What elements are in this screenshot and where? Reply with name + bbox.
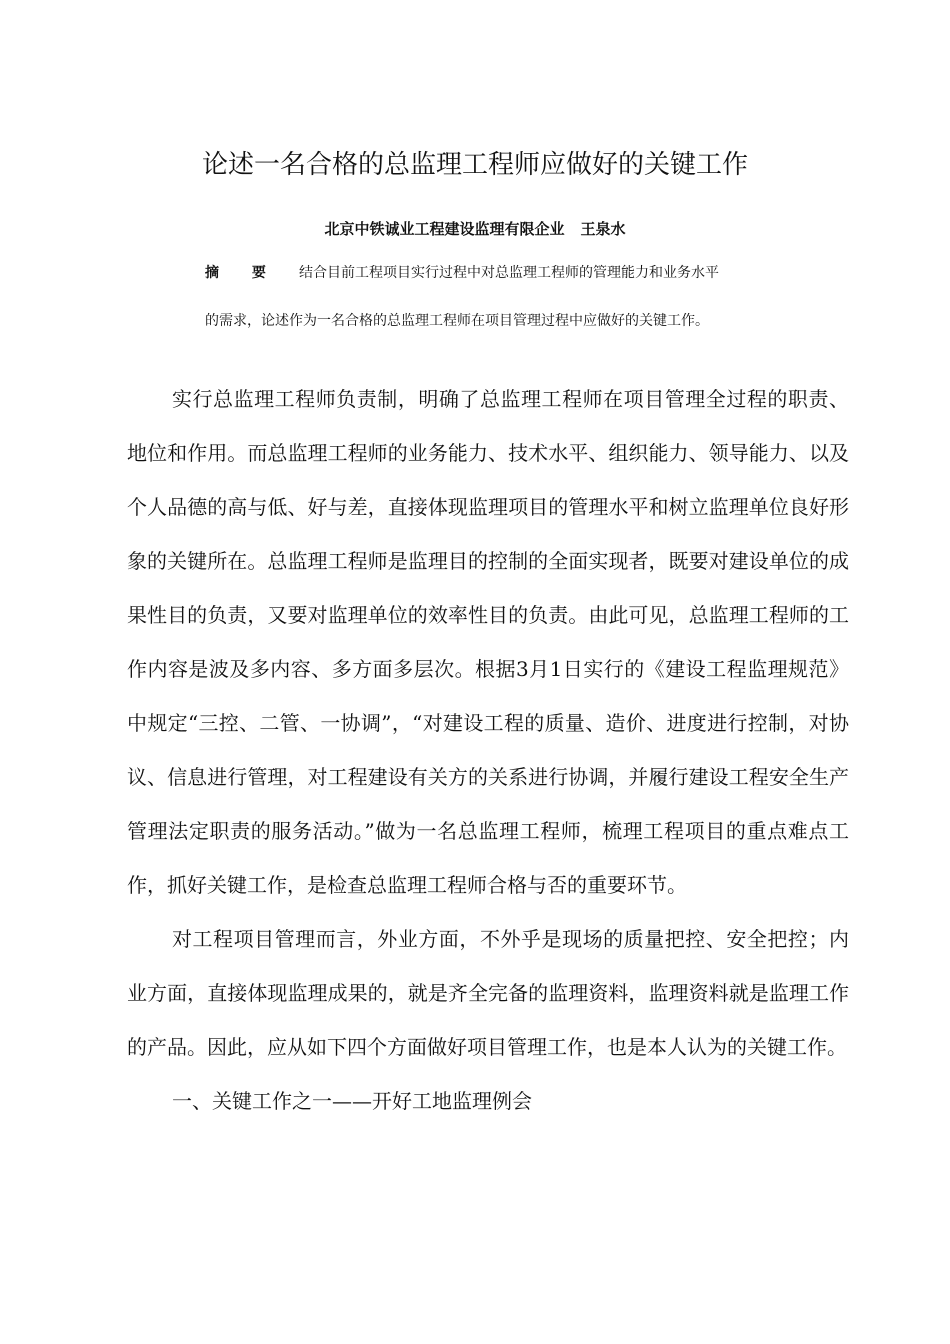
- abstract: [205, 260, 805, 334]
- paragraph: 对工程项目管理而言，外业方面，不外乎是现场的质量把控、安全把控；内业方面，直接体现监理成果的，就是齐全完备的监理资料，监理资料就是监理工作的产品。因此，应从如下四个方面做好项目管理工作，也是本人认为的关键工作。: [127, 927, 849, 1059]
- section-heading: 一、关键工作之一——开好工地监理例会: [172, 1089, 532, 1113]
- document-title: 论述一名合格的总监理工程师应做好的关键工作: [201, 150, 748, 180]
- abstract-line-1: [205, 260, 805, 286]
- author-name: 王泉水: [580, 220, 626, 238]
- paragraph: 实行总监理工程师负责制，明确了总监理工程师在项目管理全过程的职责、地位和作用。而总监理工程师的业务能力、技术水平、组织能力、领导能力、以及个人品德的高与低、好与差，直接体现监理项目的管理水平和树立监理单位良好形象的关键所在。总监理工程师是监理目的控制的全面实现者，既要对建设单位的成果性目的负责，又要对监理单位的效率性目的负责。由此可见，总监理工程师的工作内容是波及多内容、多方面多层次。根据3月1日实行的《建设工程监理规范》中规定“三控、二管、一协调”，“对建设工程的质量、造价、进度进行控制，对协议、信息进行管理，对工程建设有关方的关系进行协调，并履行建设工程安全生产管理法定职责的服务活动。”做为一名总监理工程师，梳理工程项目的重点难点工作，抓好关键工作，是检查总监理工程师合格与否的重要环节。: [127, 387, 849, 897]
- abstract-text-1: 结合目前工程项目实行过程中对总监理工程师的管理能力和业务水平: [299, 265, 719, 281]
- body-text: [127, 372, 849, 1128]
- abstract-line-2: 的需求，论述作为一名合格的总监理工程师在项目管理过程中应做好的关键工作。: [205, 313, 709, 329]
- abstract-label: 摘 要: [205, 265, 280, 281]
- author-organization: 北京中铁诚业工程建设监理有限企业: [324, 220, 565, 238]
- author-line: [0, 216, 950, 242]
